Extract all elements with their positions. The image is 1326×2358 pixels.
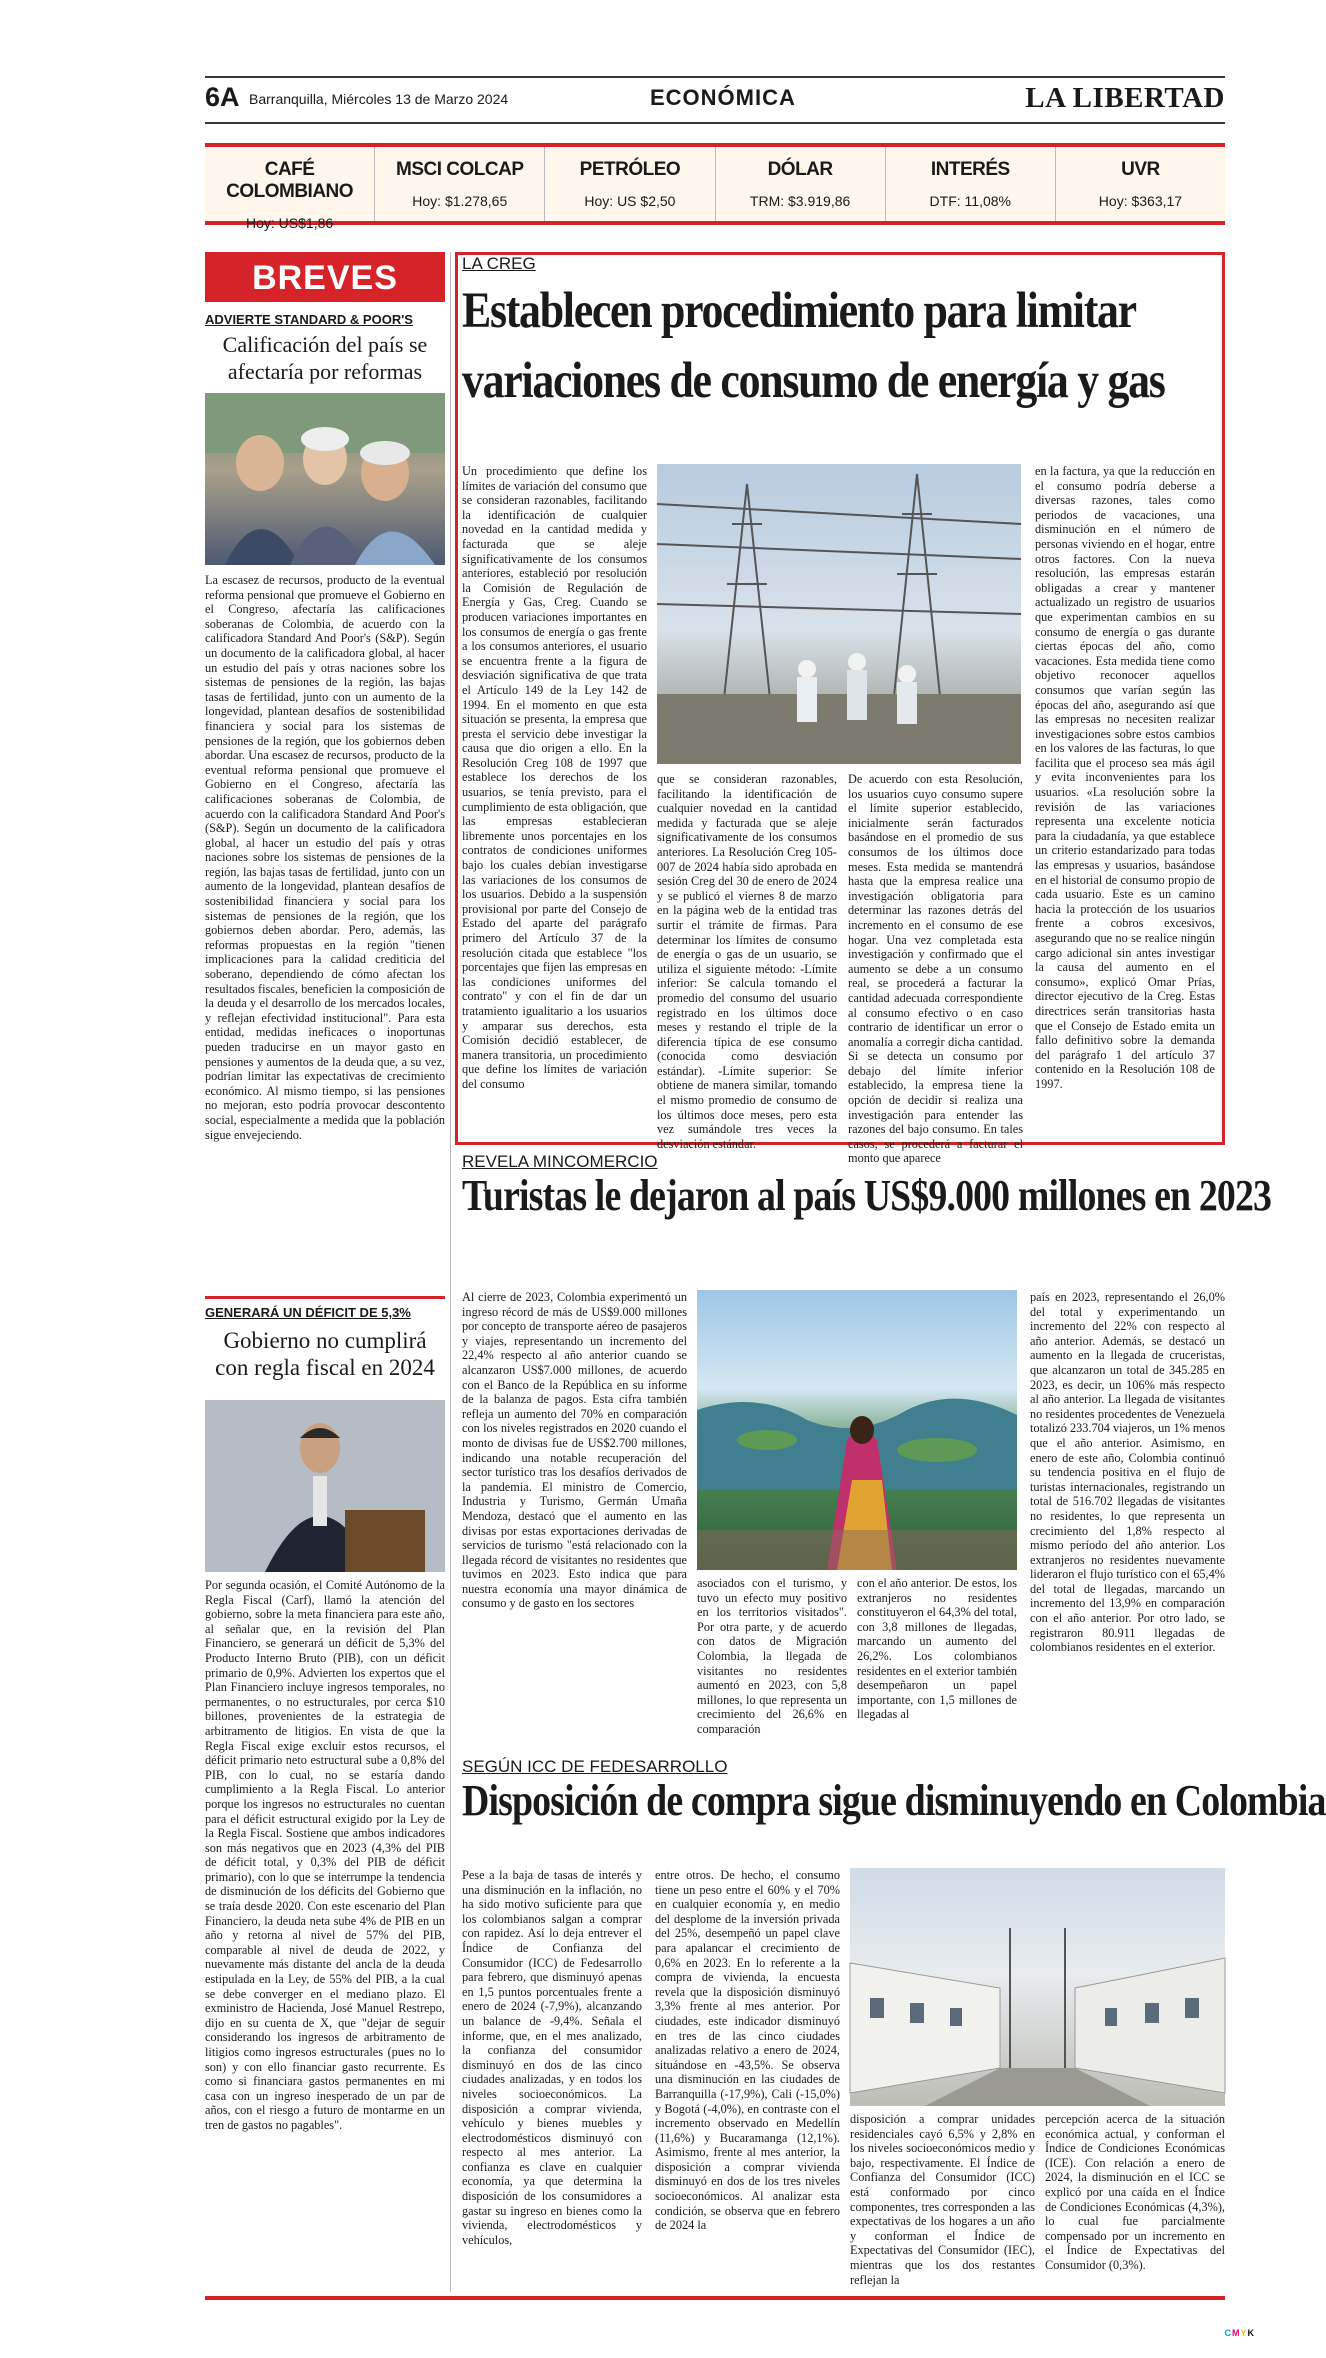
brief1-body: La escasez de recursos, producto de la eventual reforma pensional que promueve el Gobierno en el Congreso, afectaría las calificaciones soberanas de Colombia, de acuerdo con la calificadora Standard And Poor's (S&P). Según un documento de la calificadora global, al hacer un estudio del país y otras naciones sobre los sistemas de pensiones de la región, las bajas tasas de fertilidad, junto con un aumento de la longevidad, plantean desafíos de sostenibilidad financiera y social para los sistemas de pensiones de la región, que los gobiernos deben abordar. Una escasez de recursos, producto de la eventual reforma pensional que promueve el Gobierno en el Congreso, afectaría las calificaciones soberanas de Colombia, de acuerdo con la calificadora Standard And Poor's (S&P). Según un documento de la calificadora global, al hacer un estudio del país y otras naciones sobre los sistemas de pensiones de la región, las bajas tasas de fertilidad, junto con un aumento de la longevidad, plantean desafíos de sostenibilidad financiera y social para los sistemas de pensiones de la región, que los gobiernos deben abordar. Pero, además, las reformas propuestas en la región "tienen implicaciones para la calidad crediticia del soberano, dependiendo de cómo afectan los resultados fiscales, beneficien la composición de la deuda y el desarrollo de los mercados locales, y reflejan efectividad institucional". Para esta entidad, medidas ineficaces o inoportunas pueden traducirse en un mayor gasto en pensiones y aumentos de la deuda que, a su vez, podrían limitar las expectativas de crecimiento económico. Al mismo tiempo, si las pensiones no mejoran, esto podría provocar descontento social, especialmente a medida que la población sigue envejeciendo. — [205, 573, 445, 1142]
color-registration-mark — [1224, 2328, 1255, 2338]
brief2-body: Por segunda ocasión, el Comité Autónomo de la Regla Fiscal (Carf), llamó la atención del gobierno, sobre la meta financiera para este año, al señalar que, en la revisión del Plan Financiero, se generará un déficit de 5,3% del Producto Interno Bruto (PIB), con un déficit primario de 0,9%. Advierten los expertos que el Plan Financiero incluye ingresos temporales, no permanentes, o no estructurales, por cerca $10 billones, provenientes de la estrategia de arbitramento de litigios. En vista de que la Regla Fiscal exige excluir estos recursos, el déficit primario neto estructural sube a 0,8% del PIB, con lo cual, no se estaría dando cumplimiento a la Regla Fiscal. Lo anterior porque los ingresos no estructurales no cuentan para el déficit estructural exigido por la Ley de la Regla Fiscal. Sostiene que ambos indicadores son más negativos que en 2023 (4,3% del PIB de déficit total, y 0,3% del PIB de déficit primario), con lo que se interrumpe la tendencia de disminución de los déficits del Gobierno que se traía desde 2020. Con este escenario del Plan Financiero, la deuda neta sube 4% de PIB en un año y retorna al nivel de 57% del PIB, comparable al nivel de deuda de 2022, y nuevamente más distante del ancla de la deuda estipulada en la Ley, de 55% del PIB, a la cual se debe converger en el mediano plazo. El exministro de Hacienda, José Manuel Restrepo, dijo en su cuenta de X, que "dejar de seguir considerando los ingresos de arbitramento de litigios como ingresos estructurales (pues no lo son) y con ello financiar gasto recurrente. Es como si financiara gastos permanentes en mi casa con un ingreso inesperado de un par de años, con el riesgo a futuro de montarme en un tren de gastos no pagables". — [205, 1578, 445, 2132]
story2-column-4: país en 2023, representando el 26,0% del total y experimentando un incremento del 22% con respecto al año anterior. Además, se destacó un aumento en la llegada de cruceristas, que alcanzaron un total de 345.285 en 2023, es decir, un 106% más respecto al año anterior. La llegada de visitantes no residentes procedentes de Venezuela totalizó 233.704 viajeros, un 1% menos que el año anterior. Asimismo, en enero de este año, Colombia continuó su tendencia positiva en el flujo de turistas internacionales, registrando un total de 516.702 llegadas de visitantes no residentes, lo que representa un crecimiento del 1,8% respecto al mismo período del año anterior. Los extranjeros no residentes nuevamente lideraron el flujo turístico con el 65,4% del total de llegadas, marcando un incremento del 13,9% en comparación con el año anterior. Por otro lado, se registraron 80.911 llegadas de colombianos residentes en el exterior. — [1030, 1290, 1226, 1655]
story3-column-3: disposición a comprar unidades residenciales cayó 6,5% y 2,8% en los niveles socioeconómicos medio y bajo, respectivamente. El Índice de Confianza del Consumidor (ICC) está conformado por cinco componentes, tres corresponden a las expectativas de los hogares a un año y conforman el Índice de Expectativas del Consumidor (IEC), mientras que los dos restantes reflejan la — [850, 2112, 1035, 2287]
magenta-mark: M — [1231, 2328, 1241, 2338]
ticker-value: Hoy: US$1,86 — [246, 215, 334, 231]
brief1-headline: Calificación del país se afectaría por reformas — [222, 332, 428, 384]
ticker-item-interest — [886, 147, 1056, 221]
ticker-value: DTF: 11,08% — [929, 193, 1011, 209]
cyan-mark: C — [1224, 2328, 1232, 2338]
ticker-item-uvr — [1056, 147, 1225, 221]
ticker-label: INTERÉS — [930, 159, 1010, 180]
ticker-item-oil — [545, 147, 715, 221]
yellow-mark: Y — [1240, 2328, 1248, 2338]
ticker-label: DÓLAR — [767, 159, 833, 180]
story1-column-4: en la factura, ya que la reducción en el consumo podría deberse a diversas razones, tales como periodos de vacaciones, una disminución en el número de personas viviendo en el hogar, entre otros factores. Con la nueva resolución, las empresas estarán obligadas a crear y mantener actualizado un registro de usuarios que experimentan cambios en su consumo de energía o gas durante ciertas épocas del año, como vacaciones. Esta medida tiene como objetivo reconocer aquellos consumos que varían según las épocas del año, asegurando así que las empresas no necesiten realizar investigaciones sobre estos cambios en los valores de las facturas, lo que facilita que el proceso sea más ágil y evita inconvenientes para los usuarios. «La resolución sobre la revisión de las variaciones representa una excelente noticia para la ciudadanía, ya que establece un criterio estandarizado para todas las empresas y usuarios, basándose en el historial de consumo propio de cada usuario. Este es un camino hacia la protección de los usuarios frente a cobros excesivos, asegurando que no se realice ningún cargo adicional sin antes investigar la causa del aumento en el consumo», explicó Omar Prías, director ejecutivo de la Creg. Estas directrices serán transitorias hasta que el Consejo de Estado emita un fallo definitivo sobre la demanda del parágrafo 1 del artículo 37 contenido en la Resolución 108 de 1997. — [1035, 464, 1215, 1091]
ticker-item-colcap — [375, 147, 545, 221]
story1-column-3: De acuerdo con esta Resolución, los usuarios cuyo consumo supere el límite superior establecido, inicialmente serán facturados basándose en el promedio de sus consumos de los últimos doce meses. Esta medida se mantendrá hasta que la empresa realice una investigación obligatoria para determinar las razones detrás del incremento en el consumo de ese hogar. Una vez completada esta investigación y confirmado que el aumento se debe a un consumo real, se procederá a facturar la cantidad adecuada correspondiente al consumo efectivo o en caso contrario de identificar un error o anomalía a corregir dicha cantidad. Si se detecta un consumo por debajo del límite inferior establecido, la empresa tiene la opción de decidir si realiza una investigación para entender las razones del bajo consumo. En tales casos, se procederá a facturar el monto que aparece — [848, 772, 1023, 1166]
page-number: 6A — [205, 82, 240, 112]
story3-photo — [850, 1868, 1225, 2106]
ticker-value: Hoy: $363,17 — [1098, 193, 1183, 209]
ticker-label: UVR — [1121, 159, 1160, 180]
story2-column-3: con el año anterior. De estos, los extranjeros no residentes constituyeron el 64,3% del total, con 3,8 millones de llegadas, marcando un aumento del 26,2%. Los colombianos residentes en el exterior también desempeñaron un papel importante, con 1,5 millones de llegadas al — [857, 1576, 1017, 1722]
ticker-label: PETRÓLEO — [579, 159, 681, 180]
story2-column-1: Al cierre de 2023, Colombia experimentó un ingreso récord de más de US$9.000 millones por concepto de transporte aéreo de pasajeros y viajes, representando un incremento del 22,4% respecto al año anterior cuando se alcanzaron US$7.000 millones, de acuerdo con el Banco de la República en su informe de la balanza de pagos. Esta cifra también refleja un aumento del 70% en comparación con los niveles registrados en 2020 cuando el monto de divisas fue de US$2.700 millones, indicando una notable recuperación del sector turístico tras los desafíos derivados de la pandemia. El ministro de Comercio, Industria y Turismo, Germán Umaña Mendoza, destacó que el aumento en las divisas por estas exportaciones derivadas de servicios de turismo "está relacionado con la llegada récord de visitantes no residentes que tuvimos en 2023. Esto indica que para nuestra economía una mayor dinámica de consumo y de gasto en los sectores — [462, 1290, 687, 1611]
ticker-label: MSCI COLCAP — [396, 159, 524, 180]
housing-street-image — [850, 1868, 1225, 2106]
black-mark: K — [1247, 2328, 1255, 2338]
brief2-headline: Gobierno no cumplirá con regla fiscal en 2024 — [215, 1328, 435, 1380]
ticker-value: TRM: $3.919,86 — [749, 193, 851, 209]
brief2-photo — [205, 1400, 445, 1572]
section-name: ECONÓMICA — [650, 85, 796, 110]
story2-kicker: REVELA MINCOMERCIO — [462, 1152, 658, 1171]
footer-rule — [205, 2296, 1225, 2300]
ticker-value: Hoy: US $2,50 — [584, 193, 676, 209]
story3-column-2: entre otros. De hecho, el consumo tiene un peso entre el 60% y el 70% en cualquier economía y, en medio del desplome de la inversión privada del 25%, desempeñó un papel clave para apalancar el crecimiento de 0,6% en 2023. En lo referente a la compra de vivienda, la encuesta revela que la disposición disminuyó 3,3% frente al mes anterior. Por ciudades, este indicador disminuyó en tres de las cinco ciudades analizadas relativo a enero de 2024, situándose en -43,5%. Se observa una disminución en las ciudades de Barranquilla (-17,9%), Cali (-15,0%) y Bogotá (-4,0%), en contraste con el incremento observado en Medellín (11,6%) y Bucaramanga (12,1%). Asimismo, frente al mes anterior, la disposición a comprar vivienda disminuyó en dos de los tres niveles socioeconómicos. Al analizar esta condición, se observa que en febrero de 2024 la — [655, 1868, 840, 2233]
ticker-label: CAFÉ COLOMBIANO — [226, 159, 354, 202]
breves-title: BREVES — [205, 252, 445, 302]
newspaper-name: LA LIBERTAD — [1025, 82, 1225, 114]
column-rule — [450, 252, 451, 2292]
story1-column-1: Un procedimiento que define los límites de variación del consumo que se consideran razonables, facilitando la identificación de cualquier novedad en la cantidad medida y facturada que se aleje significativamente de los consumos anteriores, estableció por resolución la Comisión de Regulación de Energía y Gas, Creg. Cuando se producen variaciones importantes en los consumos de energía o gas frente a los consumos anteriores, el usuario se encuentra frente a la figura de desviación significativa de que trata el Artículo 149 de la Ley 142 de 1994. En el momento en que esta situación se presenta, la empresa que presta el servicio debe investigar la causa que dio origen a ello. En la Resolución Creg 108 de 1997 que establece los derechos de los usuarios, se tenía previsto, para el cumplimiento de esta obligación, que las empresas establecieran libremente unos porcentajes en los contratos de condiciones uniformes bajo los cuales debían investigarse las variaciones de los consumos de los usuarios. Debido a la suspensión provisional por parte del Consejo de Estado del aparte del parágrafo primero del Artículo 37 de la resolución citada que establece "los porcentajes que fijen las empresas en las condiciones uniformes del contrato" y con el fin de dar un tratamiento igualitario a los usuarios y amparar sus derechos, esta Comisión decidió establecer, de manera transitoria, un procedimiento que define los límites de variación del consumo — [462, 464, 647, 1091]
speaker-at-podium-image — [205, 1400, 445, 1572]
ticker-value: Hoy: $1.278,65 — [412, 193, 508, 209]
substation-workers-image — [657, 464, 1021, 764]
guatape-tourist-image — [697, 1290, 1017, 1570]
story1-headline-line2: variaciones de consumo de energía y gas — [462, 353, 1165, 409]
dateline: Barranquilla, Miércoles 13 de Marzo 2024 — [249, 91, 509, 107]
top-rule — [205, 76, 1225, 78]
story3-kicker: SEGÚN ICC DE FEDESARROLLO — [462, 1757, 728, 1776]
story1-kicker: LA CREG — [462, 254, 536, 273]
story3-column-1: Pese a la baja de tasas de interés y una disminución en la inflación, no ha sido motivo suficiente para que los colombianos salgan a comprar con rapidez. Así lo deja entrever el Índice de Confianza del Consumidor (ICC) de Fedesarrollo para febrero, que disminuyó apenas en 1,5 puntos porcentuales frente a enero de 2024 (-7,9%), alcanzando un balance de -9,4%. Señala el informe, que, en el mes analizado, la confianza del consumidor disminuyó en dos de las cinco ciudades analizadas, y en todos los niveles socioeconómicos. La disposición a comprar vivienda, vehículo y bienes muebles y electrodomésticos disminuyó con respecto al mes anterior. La confianza es clave en cualquier economía, ya que determina la disposición de los consumidores a gastar su ingreso en bienes como la vivienda, electrodomésticos y vehículos, — [462, 1868, 642, 2247]
story1-headline-line1: Establecen procedimiento para limitar — [462, 283, 1136, 339]
ticker-item-coffee — [205, 147, 375, 231]
brief-divider — [205, 1296, 445, 1299]
story3-headline: Disposición de compra sigue disminuyendo en Colombia — [462, 1776, 1326, 1825]
elderly-people-image — [205, 393, 445, 565]
brief1-photo — [205, 393, 445, 565]
story1-headline — [462, 276, 1165, 416]
story2-column-2: asociados con el turismo, y tuvo un efecto muy positivo en los territorios visitados". Por otra parte, y de acuerdo con datos de Migración Colombia, la llegada de visitantes no residentes aumentó en 2023, con 5,8 millones, lo que representa un crecimiento del 26,6% en comparación — [697, 1576, 847, 1736]
header-rule — [205, 122, 1225, 124]
story3-column-4: percepción acerca de la situación económica actual, y conforman el Índice de Condiciones Económicas (ICE). Con relación a enero de 2024, la disminución en el ICC se explicó por una caída en el Índice de Condiciones Económicas (4,3%), lo cual fue parcialmente compensado por un incremento en el Índice de Expectativas del Consumidor (0,3%). — [1045, 2112, 1225, 2272]
page-header — [205, 82, 1225, 122]
story2-photo — [697, 1290, 1017, 1570]
brief1-kicker: ADVIERTE STANDARD & POOR'S — [205, 312, 413, 327]
story1-photo — [657, 464, 1021, 764]
ticker-item-dollar — [716, 147, 886, 221]
brief2-kicker: GENERARÁ UN DÉFICIT DE 5,3% — [205, 1305, 411, 1320]
story1-column-2: que se consideran razonables, facilitando la identificación de cualquier novedad en la cantidad medida y facturada que se aleje significativamente de los consumos anteriores. La Resolución Creg 105-007 de 2024 había sido aprobada en sesión Creg del 30 de enero de 2024 y se publicó el viernes 8 de marzo en la página web de la entidad tras surtir el trámite de firmas. Para determinar los límites de consumo de energía o gas de un usuario, se utiliza el siguiente método: -Límite inferior: Se calcula tomando el promedio del consumo del usuario registrado en los últimos doce meses y restando el triple de la diferencia típica de ese consumo (conocida como desviación estándar). -Límite superior: Se obtiene de manera similar, tomando el mismo promedio de consumo de los últimos doce meses, pero esta vez sumándole tres veces la desviación estándar. — [657, 772, 837, 1151]
market-ticker — [205, 143, 1225, 231]
story2-headline: Turistas le dejaron al país US$9.000 millones en 2023 — [462, 1171, 1272, 1220]
